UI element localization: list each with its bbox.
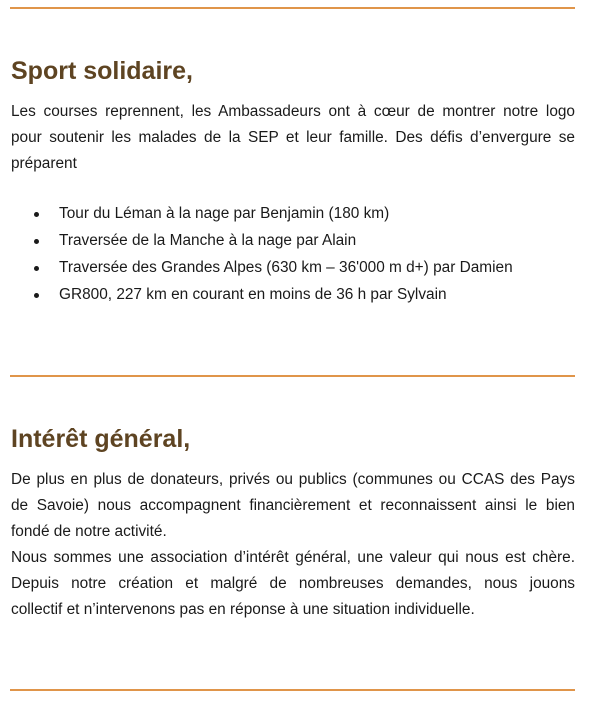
defis-list [0, 200, 513, 308]
paragraph-line: fondé de notre activité. [11, 523, 167, 540]
paragraph-line: Depuis notre création et malgré de nombreuses demandes, nous jouons [11, 575, 575, 592]
paragraph-line: pour soutenir les malades de la SEP et leur famille. Des défis d’envergure se [11, 129, 575, 146]
paragraph-line: De plus en plus de donateurs, privés ou publics (communes ou CCAS des Pays [11, 471, 575, 488]
list-item-text: Tour du Léman à la nage par Benjamin (180 km) [59, 205, 390, 222]
paragraph-line: préparent [11, 155, 77, 172]
section-paragraph-interet-general [11, 467, 575, 623]
bullet-icon [34, 239, 39, 244]
list-item [0, 281, 513, 308]
paragraph-line: Nous sommes une association d’intérêt général, une valeur qui nous est chère. [11, 549, 575, 566]
bullet-icon [34, 293, 39, 298]
bottom-divider [10, 689, 575, 691]
list-item [0, 200, 513, 227]
paragraph-line: de Savoie) nous accompagnent financièrement et reconnaissent ainsi le bien [11, 497, 575, 514]
section-heading-sport-solidaire: Sport solidaire, [11, 57, 193, 85]
list-item-text: Traversée des Grandes Alpes (630 km – 36'000 m d+) par Damien [59, 259, 513, 276]
list-item [0, 254, 513, 281]
paragraph-line: collectif et n’intervenons pas en réponse à une situation individuelle. [11, 601, 475, 618]
middle-divider [10, 375, 575, 377]
section-paragraph-sport-solidaire [11, 99, 575, 177]
list-item-text: Traversée de la Manche à la nage par Alain [59, 232, 357, 249]
list-item [0, 227, 513, 254]
list-item-text: GR800, 227 km en courant en moins de 36 h par Sylvain [59, 286, 447, 303]
paragraph-line: Les courses reprennent, les Ambassadeurs ont à cœur de montrer notre logo [11, 103, 575, 120]
bullet-icon [34, 266, 39, 271]
top-divider [10, 7, 575, 9]
bullet-icon [34, 212, 39, 217]
section-heading-interet-general: Intérêt général, [11, 425, 191, 453]
